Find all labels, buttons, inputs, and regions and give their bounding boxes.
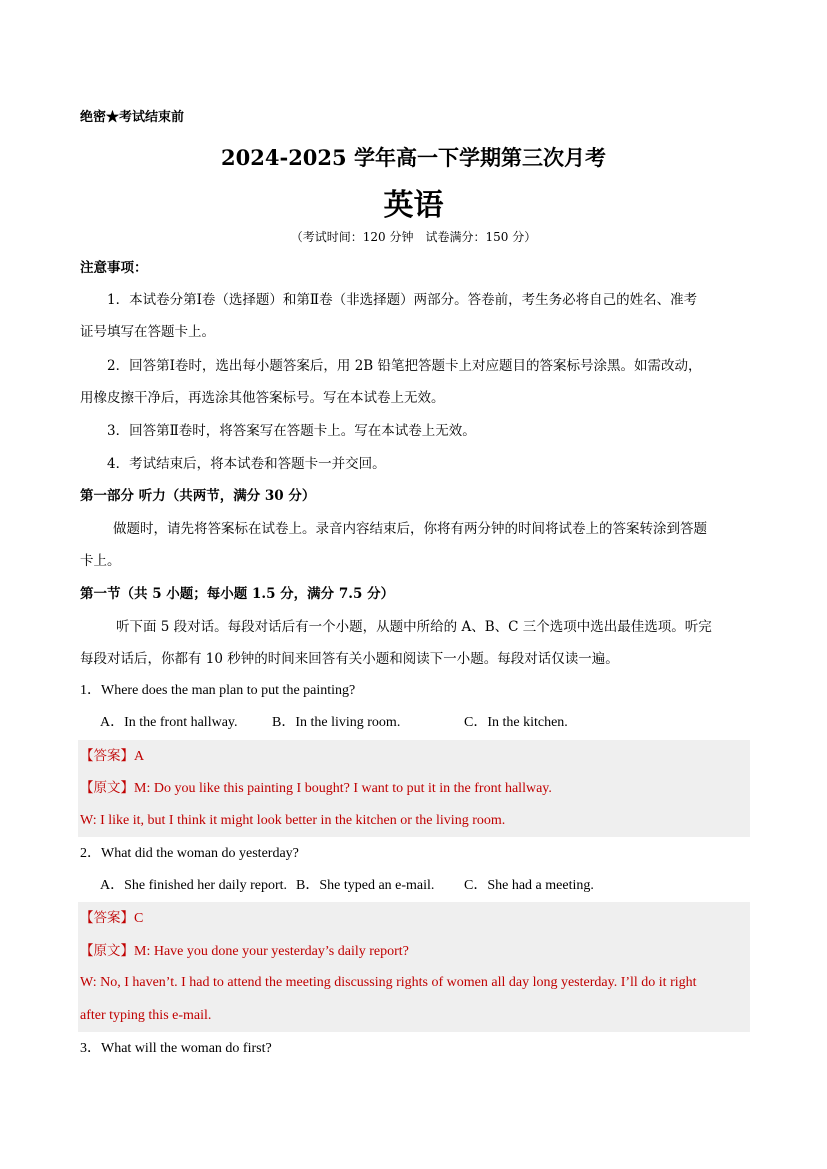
part1-instruction-line-2: 卡上。 (80, 553, 121, 569)
note-3: 3．回答第Ⅱ卷时，将答案写在答题卡上。写在本试卷上无效。 (107, 423, 476, 439)
question-2-option-b: B．She typed an e-mail. (296, 878, 435, 893)
exam-title: 2024-2025 学年高一下学期第三次月考 (221, 145, 606, 170)
question-2-transcript-line-3: after typing this e-mail. (80, 1008, 212, 1023)
confidential-label: 绝密★考试结束前 (80, 110, 185, 125)
question-2-answer (80, 902, 143, 935)
question-3-stem: 3．What will the woman do first? (80, 1041, 272, 1056)
question-1-option-c: C．In the kitchen. (464, 715, 568, 730)
part1-instruction-line-1: 做题时，请先将答案标在试卷上。录音内容结束后，你将有两分钟的时间将试卷上的答案转涂到答题 (113, 521, 707, 537)
notes-heading: 注意事项： (80, 260, 148, 276)
answer-value: A (134, 749, 145, 764)
answer-label: 【答案】 (80, 910, 134, 926)
note-1-line-2: 证号填写在答题卡上。 (80, 324, 215, 340)
note-2-line-1: 2．回答第Ⅰ卷时，选出每小题答案后，用 2B 铅笔把答题卡上对应题目的答案标号涂黑。如需改动， (107, 358, 702, 374)
question-1-transcript-line-2: W: I like it, but I think it might look better in the kitchen or the living room. (80, 813, 506, 828)
question-1-option-b: B．In the living room. (272, 715, 401, 730)
section1-heading: 第一节（共 5 小题；每小题 1.5 分，满分 7.5 分） (80, 586, 395, 602)
transcript-label: 【原文】 (80, 780, 134, 796)
section1-instruction-line-2: 每段对话后，你都有 10 秒钟的时间来回答有关小题和阅读下一小题。每段对话仅读一遍。 (80, 651, 619, 667)
question-1-option-a: A．In the front hallway. (100, 715, 238, 730)
transcript-text: M: Have you done your yesterday’s daily report? (134, 944, 409, 959)
question-2-transcript-line-1 (80, 935, 409, 968)
exam-info: （考试时间：120 分钟 试卷满分：150 分） (290, 230, 537, 244)
transcript-text: M: Do you like this painting I bought? I want to put it in the front hallway. (134, 781, 552, 796)
answer-label: 【答案】 (80, 748, 134, 764)
note-4: 4．考试结束后，将本试卷和答题卡一并交回。 (107, 456, 386, 472)
note-1-line-1: 1．本试卷分第Ⅰ卷（选择题）和第Ⅱ卷（非选择题）两部分。答卷前，考生务必将自己的姓名、准考 (107, 292, 698, 308)
transcript-label: 【原文】 (80, 943, 134, 959)
question-2-transcript-line-2: W: No, I haven’t. I had to attend the meeting discussing rights of women all day long yesterday. I’ll do it right (80, 975, 697, 990)
note-2-line-2: 用橡皮擦干净后，再选涂其他答案标号。写在本试卷上无效。 (80, 390, 445, 406)
question-2-option-c: C．She had a meeting. (464, 878, 594, 893)
question-1-stem: 1．Where does the man plan to put the painting? (80, 683, 356, 698)
question-2-option-a: A．She finished her daily report. (100, 878, 288, 893)
question-1-answer (80, 740, 144, 773)
section1-instruction-line-1: 听下面 5 段对话。每段对话后有一个小题，从题中所给的 A、B、C 三个选项中选出最佳选项。听完 (116, 619, 712, 635)
part1-heading: 第一部分 听力（共两节，满分 30 分） (80, 488, 316, 504)
question-2-stem: 2．What did the woman do yesterday? (80, 846, 299, 861)
answer-value: C (134, 911, 144, 926)
question-1-transcript-line-1 (80, 772, 552, 805)
subject-title: 英语 (383, 188, 444, 223)
